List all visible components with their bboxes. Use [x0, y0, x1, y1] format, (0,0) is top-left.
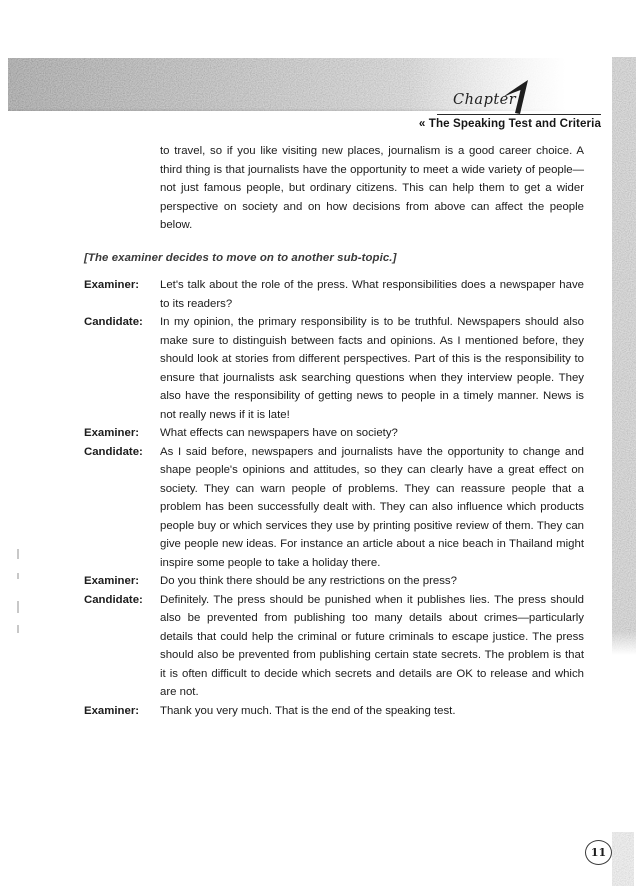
scan-artifact-mark: [17, 549, 19, 559]
speaker-text: Definitely. The press should be punished when it publishes lies. The press should also be prevented from publishing too many details about crimes—particularly details that could help the criminal or future criminals to escape justice. The press should also be prevented from publishing certain state secrets. The problem is that it is often difficult to decide which secrets and details are OK to release and which are not.: [160, 593, 584, 698]
scan-artifact-mark: [17, 625, 19, 633]
speaker-text: Let's talk about the role of the press. What responsibilities does a newspaper have to its readers?: [160, 279, 584, 310]
speaker-label: Examiner:: [84, 279, 140, 291]
stage-direction: [The examiner decides to move on to another sub-topic.]: [84, 251, 397, 264]
strip-noise: [612, 57, 636, 655]
header-rule: [437, 114, 601, 115]
right-edge-texture-strip: [612, 57, 636, 655]
dialogue-list: [84, 276, 584, 720]
speaker-text: What effects can newspapers have on society?: [160, 427, 398, 439]
chapter-label: Chapter: [453, 92, 517, 108]
page-number: 11: [590, 846, 607, 859]
scan-speckle: [612, 832, 634, 886]
speaker-text: In my opinion, the primary responsibility is to be truthful. Newspapers should also make sure to distinguish between facts and opinions. As I mentioned before, they should look at stories from different perspectives. Part of this is the responsibility to ensure that journalists ask searching questions when they interview people. They also have the responsibility of getting news to people in a timely manner. News is not really news if it is late!: [160, 316, 584, 421]
speaker-label: Candidate:: [84, 593, 143, 606]
continuation-paragraph-row: [84, 142, 584, 235]
scan-artifact-mark: [17, 573, 19, 579]
speaker-text: As I said before, newspapers and journalists have the opportunity to change and shape people's opinions and attitudes, so they can clearly have a great effect on society. They can warn people of problems. They can reassure people that a problem has been successfully dealt with. They can also influence which products people buy or which services they use by printing positive review of them. They can give people new ideas. For instance an article about a nice beach in Thailand might inspire some people to take a holiday there.: [160, 445, 584, 569]
dialogue-row: [84, 313, 584, 424]
chapter-number-glyph: [499, 78, 535, 116]
chapter-heading: [418, 78, 601, 134]
speaker-text: Do you think there should be any restrictions on the press?: [160, 575, 457, 587]
speaker-label: Candidate:: [84, 445, 143, 458]
speaker-text: Thank you very much. That is the end of the speaking test.: [160, 704, 456, 717]
page-number-badge: [585, 840, 612, 865]
dialogue-row: [84, 424, 584, 443]
speaker-label: Examiner:: [84, 575, 140, 587]
scan-artifact-mark: [17, 601, 19, 613]
speaker-label: Candidate:: [84, 316, 143, 328]
dialogue-row: [84, 572, 584, 591]
speaker-label: Examiner:: [84, 704, 140, 717]
section-title: « The Speaking Test and Criteria: [418, 117, 601, 130]
continuation-paragraph: to travel, so if you like visiting new places, journalism is a good career choice. A third thing is that journalists have the opportunity to meet a wide variety of people—not just famous people, but ordinary citizens. This can help them to get a wider perspective on society and on how decisions from above can affect the people below.: [160, 145, 584, 231]
dialogue-row: [84, 591, 584, 702]
dialogue-row: [84, 276, 584, 313]
dialogue-row: [84, 443, 584, 573]
page-content: [84, 142, 584, 720]
dialogue-row: [84, 702, 584, 721]
speaker-label: Examiner:: [84, 427, 140, 439]
